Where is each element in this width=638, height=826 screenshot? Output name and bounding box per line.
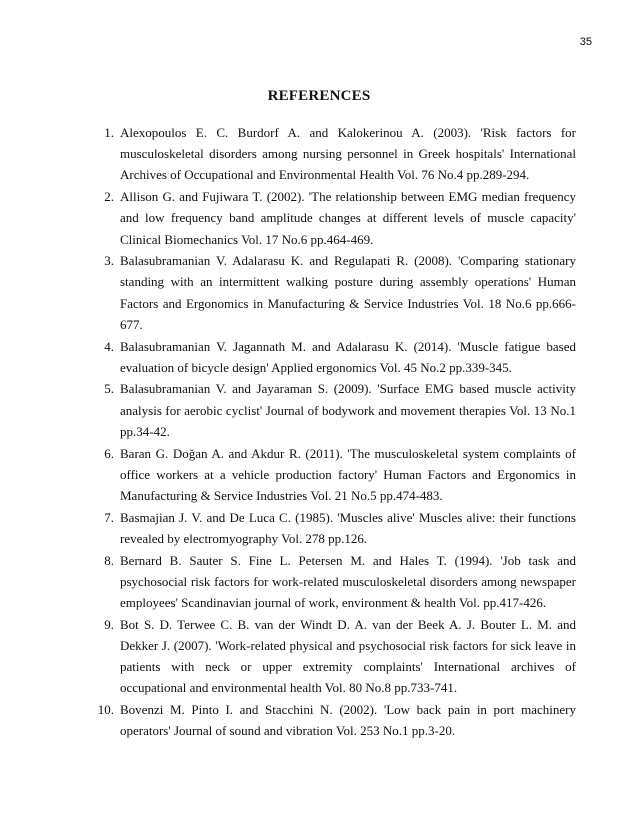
reference-list: [96, 122, 576, 742]
reference-text: Alexopoulos E. C. Burdorf A. and Kalokerinou A. (2003). 'Risk factors for musculoskeletal disorders among nursing personnel in Greek hospitals' International Archives of Occupational and Environmental Health Vol. 76 No.4 pp.289-294.: [120, 125, 576, 183]
reference-text: Bot S. D. Terwee C. B. van der Windt D. A. van der Beek A. J. Bouter L. M. and Dekker J. (2007). 'Work-related physical and psychosocial risk factors for sick leave in patients with neck or upper extremity complaints' International archives of occupational and environmental health Vol. 80 No.8 pp.733-741.: [120, 616, 576, 696]
reference-text: Balasubramanian V. Adalarasu K. and Regulapati R. (2008). 'Comparing stationary standing with an intermittent walking posture during assembly operations' Human Factors and Ergonomics in Manufacturing & Service Industries Vol. 18 No.6 pp.666-677.: [120, 253, 576, 332]
reference-number: 6.: [104, 445, 114, 461]
reference-number: 9.: [104, 616, 114, 632]
reference-text: Bernard B. Sauter S. Fine L. Petersen M. and Hales T. (1994). 'Job task and psychosocial risk factors for work-related musculoskeletal disorders among newspaper employees' Scandinavian journal of work, environment & health Vol. pp.417-426.: [120, 552, 576, 610]
reference-number: 5.: [104, 381, 114, 397]
page-title: REFERENCES: [267, 88, 371, 104]
reference-item-8: [96, 550, 576, 614]
reference-item-2: [96, 186, 576, 250]
reference-number: 8.: [104, 552, 114, 568]
reference-item-9: [96, 614, 576, 699]
reference-item-1: [96, 122, 576, 186]
reference-item-6: [96, 443, 576, 507]
page-number: 35: [579, 36, 592, 48]
reference-number: 2.: [104, 189, 114, 205]
reference-item-4: [96, 336, 576, 378]
reference-text: Bovenzi M. Pinto I. and Stacchini N. (2002). 'Low back pain in port machinery operators' Journal of sound and vibration Vol. 253 No.1 pp.3-20.: [120, 701, 576, 739]
reference-text: Balasubramanian V. and Jayaraman S. (2009). 'Surface EMG based muscle activity analysis for aerobic cyclist' Journal of bodywork and movement therapies Vol. 13 No.1 pp.34-42.: [120, 381, 576, 439]
reference-item-5: [96, 378, 576, 442]
reference-number: 3.: [104, 253, 114, 269]
reference-number: 10.: [97, 701, 114, 717]
reference-item-3: [96, 250, 576, 335]
reference-text: Basmajian J. V. and De Luca C. (1985). 'Muscles alive' Muscles alive: their functions revealed by electromyography Vol. 278 pp.126.: [120, 509, 576, 546]
reference-item-10: [96, 699, 576, 741]
reference-number: 7.: [104, 509, 114, 525]
reference-number: 1.: [104, 125, 114, 140]
reference-text: Allison G. and Fujiwara T. (2002). 'The relationship between EMG median frequency and low frequency band amplitude changes at different levels of muscle capacity' Clinical Biomechanics Vol. 17 No.6 pp.464-469.: [120, 189, 576, 247]
reference-item-7: [96, 507, 576, 549]
reference-text: Balasubramanian V. Jagannath M. and Adalarasu K. (2014). 'Muscle fatigue based evaluation of bicycle design' Applied ergonomics Vol. 45 No.2 pp.339-345.: [120, 338, 576, 375]
reference-number: 4.: [104, 338, 114, 354]
reference-text: Baran G. Doğan A. and Akdur R. (2011). 'The musculoskeletal system complaints of office workers at a vehicle production factory' Human Factors and Ergonomics in Manufacturing & Service Industries Vol. 21 No.5 pp.474-483.: [120, 445, 576, 503]
